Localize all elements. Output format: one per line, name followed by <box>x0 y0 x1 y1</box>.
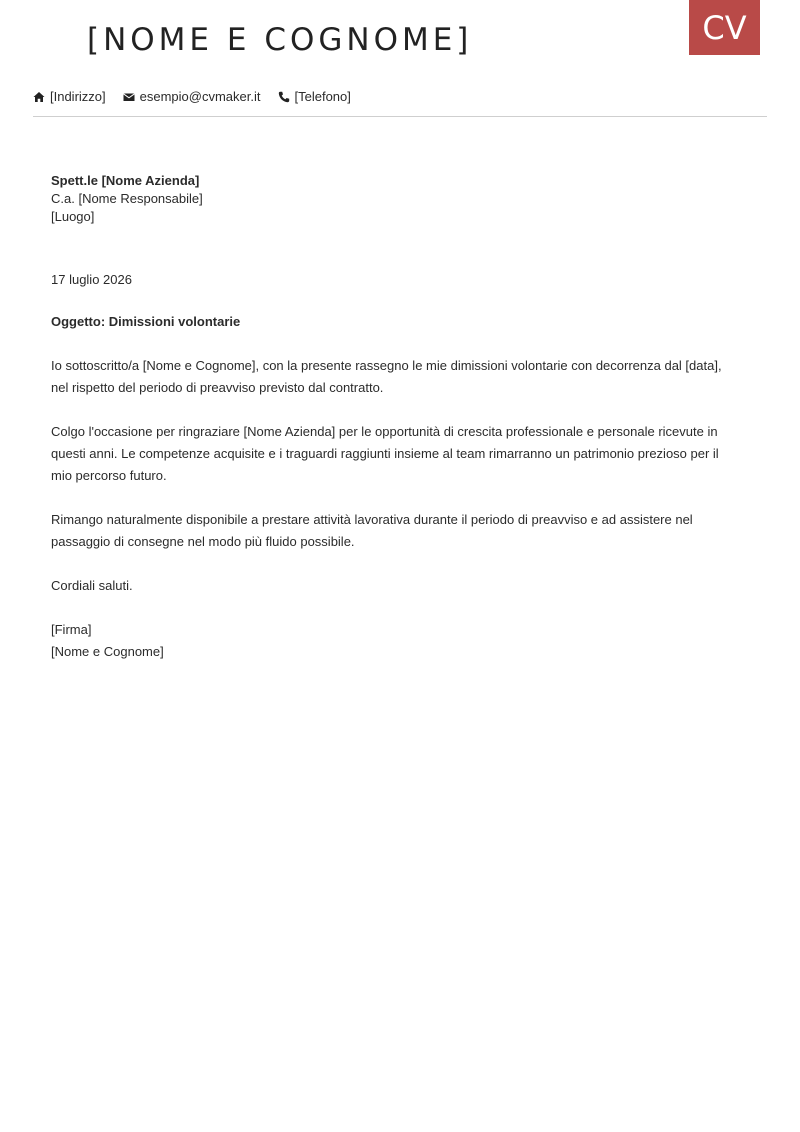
letter-date: 17 luglio 2026 <box>51 272 132 287</box>
signature-name: [Nome e Cognome] <box>51 644 164 659</box>
recipient-company: Spett.le [Nome Azienda] <box>51 173 200 188</box>
signature-block <box>51 619 741 663</box>
paragraph-1: Io sottoscritto/a [Nome e Cognome], con la presente rassegno le mie dimissioni volontarie con decorrenza dal [data], nel rispetto del periodo di preavviso previsto dal contratto. <box>51 358 722 395</box>
header-divider <box>33 116 767 117</box>
contact-bar <box>33 89 368 104</box>
phone-text: [Telefono] <box>294 89 351 104</box>
paragraph-2: Colgo l'occasione per ringraziare [Nome Azienda] per le opportunità di crescita professionale e personale ricevute in questi anni. Le competenze acquisite e i traguardi raggiunti insieme al team rimarranno un patrimonio prezioso per il mio percorso futuro. <box>51 424 719 483</box>
email-text[interactable]: esempio@cvmaker.it <box>139 89 261 104</box>
contact-email[interactable] <box>123 89 261 104</box>
letter-subject: Oggetto: Dimissioni volontarie <box>51 314 241 329</box>
signature-line: [Firma] <box>51 622 92 637</box>
recipient-attention: C.a. [Nome Responsabile] <box>51 191 203 206</box>
sender-name: [NOME E COGNOME] <box>87 22 473 58</box>
cv-badge: CV <box>689 0 760 55</box>
paragraph-3: Rimango naturalmente disponibile a prestare attività lavorativa durante il periodo di preavviso e ad assistere nel passaggio di consegne nel modo più fluido possibile. <box>51 512 693 549</box>
recipient-block <box>51 172 741 226</box>
letter-header <box>0 0 800 117</box>
recipient-place: [Luogo] <box>51 209 95 224</box>
home-icon <box>33 91 45 103</box>
phone-icon <box>278 91 290 103</box>
address-text: [Indirizzo] <box>50 89 106 104</box>
contact-address <box>33 89 106 104</box>
mail-icon <box>123 91 135 103</box>
letter-closing: Cordiali saluti. <box>51 578 133 593</box>
contact-phone <box>278 89 351 104</box>
letter-body <box>51 172 741 663</box>
